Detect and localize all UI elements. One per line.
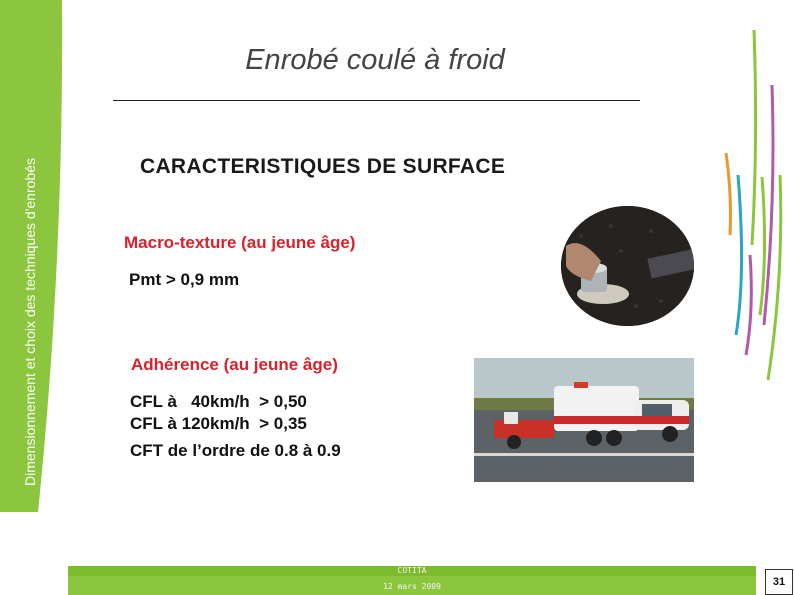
measurement-vehicle-photo <box>474 358 694 482</box>
section-heading: CARACTERISTIQUES DE SURFACE <box>140 155 506 178</box>
vertical-title: Dimensionnement et choix des techniques d'enrobés <box>22 158 38 486</box>
page-number: 31 <box>765 569 793 595</box>
adherence-heading: Adhérence (au jeune âge) <box>131 355 338 374</box>
page-title: Enrobé coulé à froid <box>245 44 505 76</box>
decorative-curves <box>710 25 794 385</box>
footer-org: COTITA <box>397 566 427 575</box>
adherence-line: CFT de l’ordre de 0.8 à 0.9 <box>130 441 341 460</box>
sand-patch-photo <box>561 206 694 326</box>
side-banner <box>0 0 68 512</box>
macro-texture-heading: Macro-texture (au jeune âge) <box>124 233 356 252</box>
adherence-line: CFL à 120km/h > 0,35 <box>130 414 307 433</box>
macro-texture-value: Pmt > 0,9 mm <box>129 270 240 289</box>
footer-bar <box>68 566 756 595</box>
adherence-line: CFL à 40km/h > 0,50 <box>130 392 307 411</box>
title-divider <box>113 100 640 101</box>
footer-date: 12 mars 2009 <box>383 582 441 591</box>
